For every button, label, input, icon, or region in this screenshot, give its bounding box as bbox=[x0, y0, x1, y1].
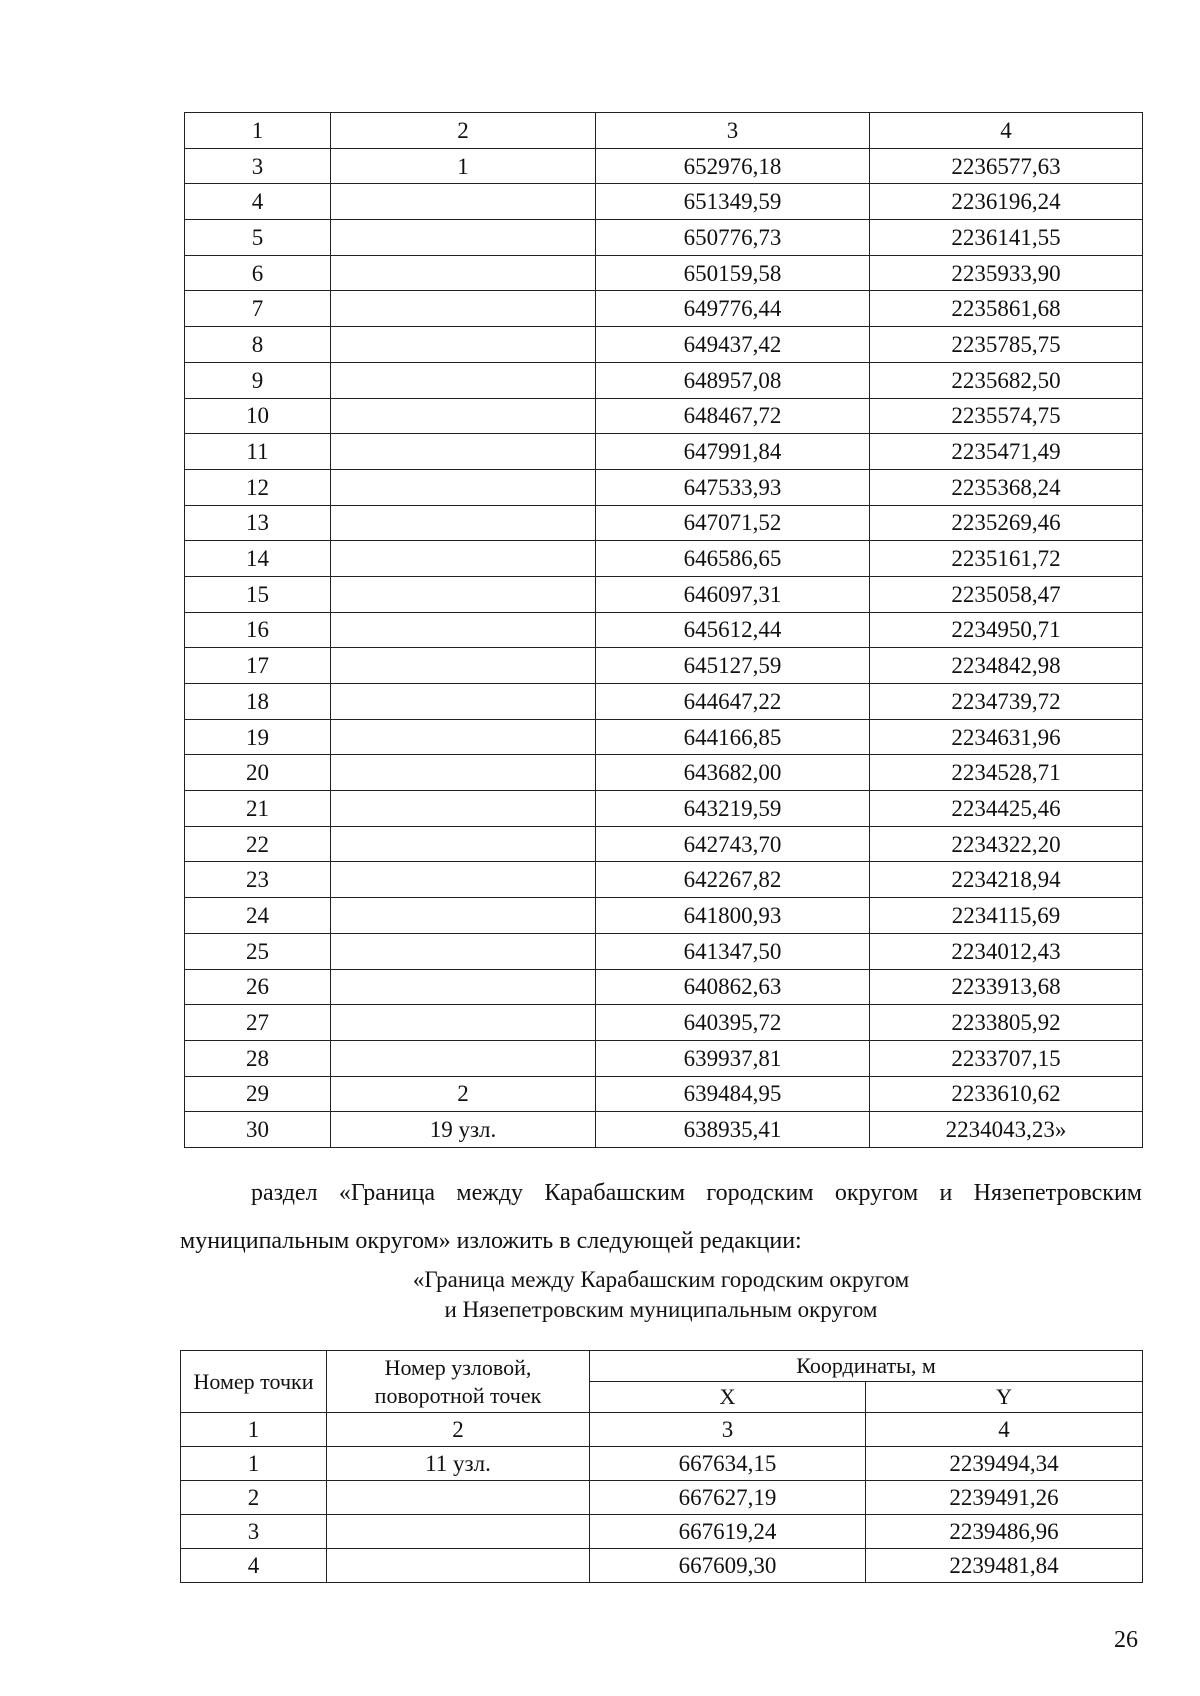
y-coordinate-cell: 2234425,46 bbox=[870, 791, 1143, 827]
point-number-cell: 29 bbox=[185, 1076, 331, 1112]
x-coordinate-cell: 649437,42 bbox=[596, 327, 870, 363]
y-coordinate-cell: 2235269,46 bbox=[870, 505, 1143, 541]
table-row bbox=[185, 862, 1143, 898]
x-coordinate-cell: 644647,22 bbox=[596, 684, 870, 720]
node-number-cell bbox=[331, 826, 596, 862]
x-coordinate-cell: 642267,82 bbox=[596, 862, 870, 898]
point-number-cell: 1 bbox=[181, 1447, 327, 1481]
table-row bbox=[185, 576, 1143, 612]
y-coordinate-cell: 2234631,96 bbox=[870, 719, 1143, 755]
y-coordinate-cell: 2233805,92 bbox=[870, 1005, 1143, 1041]
point-number-cell: 8 bbox=[185, 327, 331, 363]
node-number-cell bbox=[331, 576, 596, 612]
point-number-cell: 12 bbox=[185, 469, 331, 505]
table-row bbox=[185, 291, 1143, 327]
table-row bbox=[185, 719, 1143, 755]
node-number-cell bbox=[331, 434, 596, 470]
x-coordinate-cell: 639484,95 bbox=[596, 1076, 870, 1112]
point-number-cell: 26 bbox=[185, 969, 331, 1005]
node-number-cell bbox=[331, 541, 596, 577]
point-number-cell: 9 bbox=[185, 362, 331, 398]
x-coordinate-cell: 650776,73 bbox=[596, 220, 870, 256]
y-coordinate-cell: 4 bbox=[870, 113, 1143, 149]
point-number-cell: 18 bbox=[185, 684, 331, 720]
table-row bbox=[185, 505, 1143, 541]
section-intro-line-1: раздел «Граница между Карабашским городским округом и Нязепетровским bbox=[251, 1180, 1142, 1206]
node-number-cell bbox=[331, 791, 596, 827]
table-row bbox=[185, 648, 1143, 684]
node-number-cell bbox=[327, 1515, 590, 1549]
point-number-cell: 15 bbox=[185, 576, 331, 612]
coordinates-table-continued bbox=[184, 112, 1143, 1148]
node-number-cell: 2 bbox=[327, 1413, 590, 1447]
x-coordinate-cell: 641800,93 bbox=[596, 898, 870, 934]
table-row bbox=[185, 541, 1143, 577]
section-title-line-1: «Граница между Карабашским городским округом bbox=[412, 1267, 910, 1292]
point-number-cell: 13 bbox=[185, 505, 331, 541]
point-number-cell: 1 bbox=[181, 1413, 327, 1447]
point-number-cell: 25 bbox=[185, 933, 331, 969]
y-coordinate-cell: 2236196,24 bbox=[870, 184, 1143, 220]
point-number-cell: 11 bbox=[185, 434, 331, 470]
x-coordinate-cell: 647991,84 bbox=[596, 434, 870, 470]
point-number-cell: 28 bbox=[185, 1040, 331, 1076]
table-row bbox=[185, 434, 1143, 470]
y-coordinate-cell: 2235058,47 bbox=[870, 576, 1143, 612]
point-number-cell: 3 bbox=[185, 148, 331, 184]
y-coordinate-cell: 2233707,15 bbox=[870, 1040, 1143, 1076]
table-row bbox=[185, 612, 1143, 648]
y-coordinate-cell: 2234322,20 bbox=[870, 826, 1143, 862]
x-coordinate-cell: 643219,59 bbox=[596, 791, 870, 827]
x-coordinate-cell: 641347,50 bbox=[596, 933, 870, 969]
y-coordinate-cell: 2235861,68 bbox=[870, 291, 1143, 327]
point-number-cell: 19 bbox=[185, 719, 331, 755]
point-number-cell: 6 bbox=[185, 255, 331, 291]
table-row bbox=[185, 898, 1143, 934]
point-number-cell: 17 bbox=[185, 648, 331, 684]
x-coordinate-cell: 644166,85 bbox=[596, 719, 870, 755]
x-coordinate-cell: 645612,44 bbox=[596, 612, 870, 648]
point-number-cell: 2 bbox=[181, 1481, 327, 1515]
node-number-cell bbox=[331, 933, 596, 969]
point-number-cell: 21 bbox=[185, 791, 331, 827]
table-row bbox=[185, 362, 1143, 398]
x-coordinate-cell: 667619,24 bbox=[590, 1515, 866, 1549]
y-coordinate-cell: 2235933,90 bbox=[870, 255, 1143, 291]
node-number-header: Номер узловой, поворотной точек bbox=[327, 1351, 590, 1413]
point-number-cell: 22 bbox=[185, 826, 331, 862]
table-row bbox=[185, 398, 1143, 434]
node-number-cell bbox=[331, 398, 596, 434]
y-coordinate-cell: 2235161,72 bbox=[870, 541, 1143, 577]
point-number-cell: 1 bbox=[185, 113, 331, 149]
y-coordinate-cell: 2234528,71 bbox=[870, 755, 1143, 791]
table-row bbox=[185, 1040, 1143, 1076]
point-number-header: Номер точки bbox=[181, 1351, 327, 1413]
table-row bbox=[185, 969, 1143, 1005]
y-coordinate-cell: 2239486,96 bbox=[866, 1515, 1143, 1549]
x-coordinate-cell: 643682,00 bbox=[596, 755, 870, 791]
x-coordinate-cell: 640395,72 bbox=[596, 1005, 870, 1041]
node-number-cell bbox=[331, 1040, 596, 1076]
x-coordinate-cell: 640862,63 bbox=[596, 969, 870, 1005]
node-number-cell bbox=[331, 291, 596, 327]
node-number-cell bbox=[327, 1549, 590, 1583]
table-row bbox=[181, 1481, 1143, 1515]
node-number-cell bbox=[331, 255, 596, 291]
table-row bbox=[181, 1447, 1143, 1481]
y-coordinate-cell: 2234115,69 bbox=[870, 898, 1143, 934]
node-number-cell bbox=[331, 184, 596, 220]
x-coordinate-cell: 652976,18 bbox=[596, 148, 870, 184]
node-number-cell: 2 bbox=[331, 113, 596, 149]
node-number-cell bbox=[331, 612, 596, 648]
point-number-cell: 16 bbox=[185, 612, 331, 648]
y-coordinate-cell: 2235682,50 bbox=[870, 362, 1143, 398]
point-number-cell: 10 bbox=[185, 398, 331, 434]
node-number-cell bbox=[331, 1005, 596, 1041]
node-number-cell bbox=[331, 969, 596, 1005]
table-row bbox=[181, 1515, 1143, 1549]
y-coordinate-cell: 2239491,26 bbox=[866, 1481, 1143, 1515]
node-number-cell bbox=[331, 327, 596, 363]
x-coordinate-cell: 648467,72 bbox=[596, 398, 870, 434]
point-number-cell: 5 bbox=[185, 220, 331, 256]
node-number-cell bbox=[331, 862, 596, 898]
x-coordinate-cell: 667609,30 bbox=[590, 1549, 866, 1583]
x-coordinate-cell: 667627,19 bbox=[590, 1481, 866, 1515]
table-row bbox=[185, 791, 1143, 827]
table-row bbox=[185, 1076, 1143, 1112]
point-number-cell: 24 bbox=[185, 898, 331, 934]
table-row bbox=[185, 327, 1143, 363]
x-coordinate-cell: 650159,58 bbox=[596, 255, 870, 291]
y-coordinate-cell: 2234043,23» bbox=[870, 1112, 1143, 1148]
y-coordinate-cell: 4 bbox=[866, 1413, 1143, 1447]
y-coordinate-cell: 2235368,24 bbox=[870, 469, 1143, 505]
x-coordinate-cell: 645127,59 bbox=[596, 648, 870, 684]
node-number-cell: 2 bbox=[331, 1076, 596, 1112]
table-row bbox=[185, 933, 1143, 969]
node-number-cell bbox=[331, 505, 596, 541]
x-coordinate-cell: 3 bbox=[596, 113, 870, 149]
boundary-coordinates-table bbox=[180, 1350, 1143, 1583]
point-number-cell: 7 bbox=[185, 291, 331, 327]
point-number-cell: 20 bbox=[185, 755, 331, 791]
table-row bbox=[185, 1005, 1143, 1041]
node-number-cell bbox=[327, 1481, 590, 1515]
y-coordinate-cell: 2234842,98 bbox=[870, 648, 1143, 684]
node-number-cell bbox=[331, 755, 596, 791]
x-coordinate-cell: 642743,70 bbox=[596, 826, 870, 862]
node-number-cell: 19 узл. bbox=[331, 1112, 596, 1148]
section-intro-line-2: муниципальным округом» изложить в следующей редакции: bbox=[180, 1228, 802, 1254]
x-coordinate-cell: 3 bbox=[590, 1413, 866, 1447]
point-number-cell: 27 bbox=[185, 1005, 331, 1041]
node-number-cell bbox=[331, 648, 596, 684]
y-coordinate-cell: 2234012,43 bbox=[870, 933, 1143, 969]
table-row bbox=[185, 148, 1143, 184]
y-coordinate-cell: 2239481,84 bbox=[866, 1549, 1143, 1583]
column-numbering-row bbox=[185, 113, 1143, 149]
point-number-cell: 30 bbox=[185, 1112, 331, 1148]
x-coordinate-cell: 649776,44 bbox=[596, 291, 870, 327]
coordinates-header: Координаты, м bbox=[590, 1351, 1143, 1382]
x-coordinate-cell: 647533,93 bbox=[596, 469, 870, 505]
node-number-cell bbox=[331, 719, 596, 755]
table-row bbox=[185, 184, 1143, 220]
node-number-cell bbox=[331, 684, 596, 720]
y-coordinate-cell: 2239494,34 bbox=[866, 1447, 1143, 1481]
y-coordinate-cell: 2236141,55 bbox=[870, 220, 1143, 256]
node-number-cell bbox=[331, 469, 596, 505]
x-coordinate-cell: 639937,81 bbox=[596, 1040, 870, 1076]
table-row bbox=[185, 1112, 1143, 1148]
x-coordinate-cell: 667634,15 bbox=[590, 1447, 866, 1481]
x-coordinate-cell: 648957,08 bbox=[596, 362, 870, 398]
table-row bbox=[181, 1549, 1143, 1583]
node-number-cell: 1 bbox=[331, 148, 596, 184]
x-coordinate-cell: 647071,52 bbox=[596, 505, 870, 541]
node-number-cell bbox=[331, 898, 596, 934]
node-number-cell bbox=[331, 220, 596, 256]
table-row bbox=[185, 220, 1143, 256]
x-coordinate-cell: 646097,31 bbox=[596, 576, 870, 612]
point-number-cell: 23 bbox=[185, 862, 331, 898]
point-number-cell: 3 bbox=[181, 1515, 327, 1549]
x-coordinate-cell: 646586,65 bbox=[596, 541, 870, 577]
table-row bbox=[185, 255, 1143, 291]
y-header: Y bbox=[866, 1382, 1143, 1413]
y-coordinate-cell: 2233610,62 bbox=[870, 1076, 1143, 1112]
node-number-cell: 11 узл. bbox=[327, 1447, 590, 1481]
column-numbering-row bbox=[181, 1413, 1143, 1447]
y-coordinate-cell: 2234218,94 bbox=[870, 862, 1143, 898]
x-header: X bbox=[590, 1382, 866, 1413]
point-number-cell: 4 bbox=[185, 184, 331, 220]
y-coordinate-cell: 2236577,63 bbox=[870, 148, 1143, 184]
y-coordinate-cell: 2235574,75 bbox=[870, 398, 1143, 434]
x-coordinate-cell: 638935,41 bbox=[596, 1112, 870, 1148]
y-coordinate-cell: 2234950,71 bbox=[870, 612, 1143, 648]
section-title-line-2: и Нязепетровским муниципальным округом bbox=[444, 1297, 878, 1322]
point-number-cell: 14 bbox=[185, 541, 331, 577]
table-row bbox=[185, 826, 1143, 862]
page-number: 26 bbox=[1114, 1627, 1138, 1653]
y-coordinate-cell: 2235471,49 bbox=[870, 434, 1143, 470]
table-row bbox=[185, 469, 1143, 505]
point-number-cell: 4 bbox=[181, 1549, 327, 1583]
y-coordinate-cell: 2233913,68 bbox=[870, 969, 1143, 1005]
table-row bbox=[185, 755, 1143, 791]
header-row bbox=[181, 1351, 1143, 1382]
y-coordinate-cell: 2235785,75 bbox=[870, 327, 1143, 363]
y-coordinate-cell: 2234739,72 bbox=[870, 684, 1143, 720]
table-row bbox=[185, 684, 1143, 720]
node-number-cell bbox=[331, 362, 596, 398]
x-coordinate-cell: 651349,59 bbox=[596, 184, 870, 220]
